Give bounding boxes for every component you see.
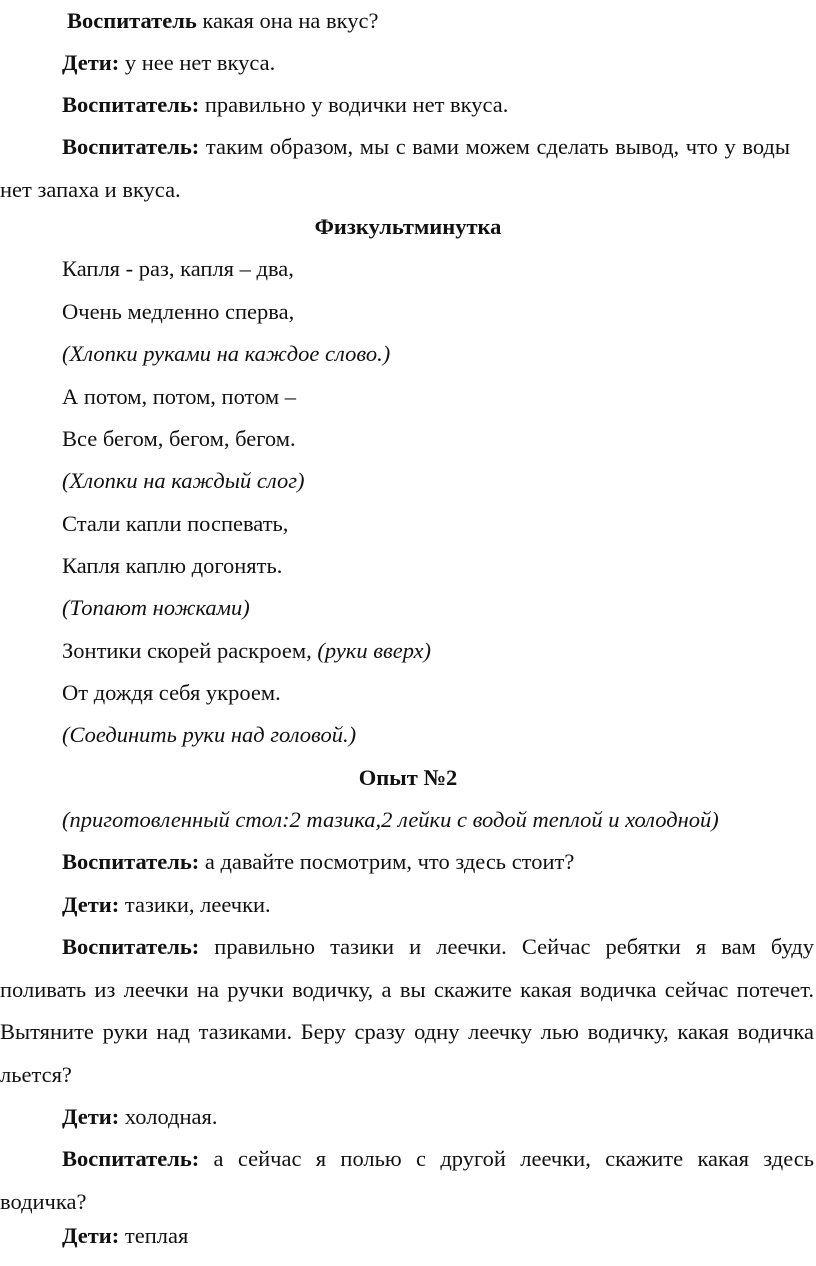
- poem-text: Зонтики скорей раскроем: [62, 638, 307, 663]
- poem-line-2: Очень медленно сперва,: [62, 299, 295, 324]
- stage-direction-text: , (руки вверх): [306, 638, 432, 663]
- poem-line-4: Все бегом, бегом, бегом.: [62, 426, 296, 451]
- speaker-label: Дети:: [62, 50, 120, 75]
- dialog-text: правильно тазики и леечки. Сейчас ребятки я вам буду поливать из леечки на ручки водичку, а вы скажите какая водичка сейчас потечет. Вытяните руки над тазиками. Беру сразу одну леечку лью водичку, какая водичка льется?: [0, 934, 814, 1088]
- poem-line-7: [62, 630, 814, 672]
- poem-stage-direction-2: [62, 460, 814, 502]
- dialog-text: тазики, леечки.: [119, 892, 271, 917]
- dialog-line-1: [67, 0, 816, 42]
- dialog-line-4: [0, 126, 790, 211]
- poem-line-3: А потом, потом, потом –: [62, 384, 297, 409]
- poem-line-5: Стали капли поспевать,: [62, 511, 289, 536]
- dialog-text: а сейчас я полью с другой леечки, скажите какая здесь водичка?: [0, 1146, 814, 1214]
- speaker-label: Воспитатель: [67, 8, 197, 33]
- speaker-label: Воспитатель:: [62, 92, 200, 117]
- dialog-line-6: [62, 884, 814, 926]
- dialog-text: таким образом, мы с вами можем сделать вывод, что у воды нет запаха и вкуса.: [0, 134, 790, 202]
- poem-stage-direction-3: [62, 587, 814, 629]
- speaker-label: Дети:: [62, 1223, 120, 1248]
- poem-stage-direction-4: [62, 714, 814, 756]
- speaker-label: Дети:: [62, 892, 120, 917]
- poem-line-6: Капля каплю догонять.: [62, 553, 283, 578]
- speaker-label: Воспитатель:: [62, 934, 200, 959]
- dialog-text: правильно у водички нет вкуса.: [199, 92, 509, 117]
- speaker-label: Воспитатель:: [62, 1146, 200, 1171]
- poem-line-8: От дождя себя укроем.: [62, 680, 281, 705]
- dialog-text: а давайте посмотрим, что здесь стоит?: [199, 849, 575, 874]
- preparation-note: [62, 799, 814, 841]
- dialog-line-7: [0, 926, 814, 1097]
- heading-text: Физкультминутка: [314, 214, 502, 239]
- dialog-line-5: [62, 841, 814, 883]
- poem-stage-direction-1: [62, 333, 814, 375]
- dialog-text: какая она на вкус?: [196, 8, 379, 33]
- stage-direction-text: (Соединить руки над головой.): [62, 722, 357, 747]
- speaker-label: Воспитатель:: [62, 134, 200, 159]
- heading-text: Опыт №2: [358, 765, 458, 790]
- dialog-line-10: [62, 1215, 814, 1257]
- speaker-label: Воспитатель:: [62, 849, 200, 874]
- stage-direction-text: (Хлопки руками на каждое слово.): [62, 341, 391, 366]
- dialog-text: у нее нет вкуса.: [119, 50, 276, 75]
- stage-direction-text: (Хлопки на каждый слог): [62, 468, 305, 493]
- dialog-line-9: [0, 1138, 814, 1223]
- dialog-line-2: [62, 42, 814, 84]
- dialog-text: холодная.: [119, 1104, 218, 1129]
- stage-direction-text: (Топают ножками): [62, 595, 250, 620]
- dialog-line-3: [62, 84, 814, 126]
- dialog-line-8: [62, 1096, 814, 1138]
- preparation-note-text: (приготовленный стол:2 тазика,2 лейки с водой теплой и холодной): [62, 807, 719, 832]
- dialog-text: теплая: [119, 1223, 189, 1248]
- section-heading-experiment-2: [0, 757, 816, 799]
- speaker-label: Дети:: [62, 1104, 120, 1129]
- section-heading-physical-break: [0, 206, 816, 248]
- poem-line-1: Капля - раз, капля – два,: [62, 256, 294, 281]
